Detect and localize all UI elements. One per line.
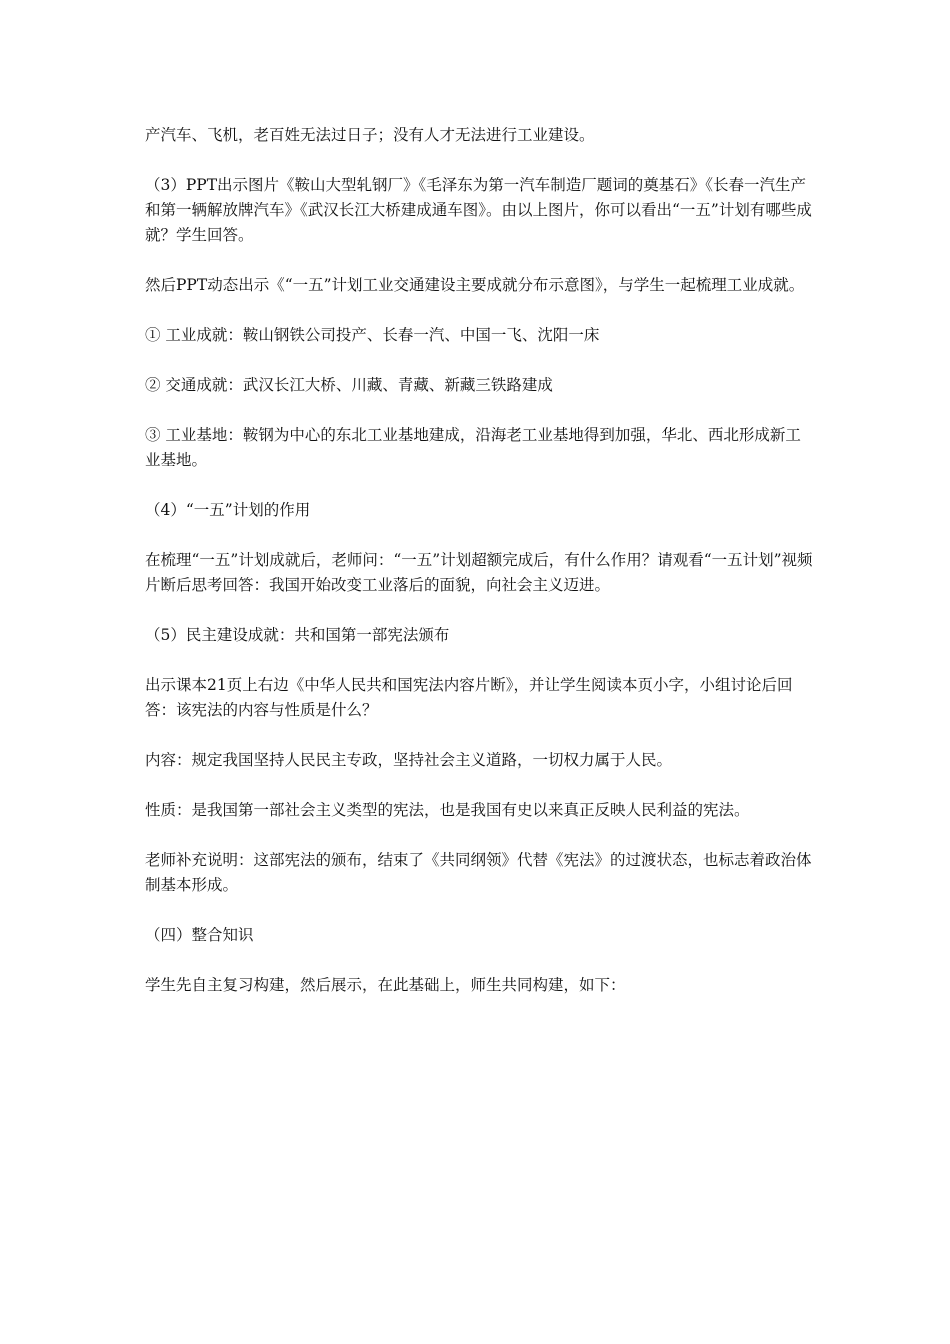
paragraph-intro-continuation: 产汽车、飞机，老百姓无法过日子；没有人才无法进行工业建设。	[145, 126, 595, 144]
paragraph-integrate: 学生先自主复习构建，然后展示，在此基础上，师生共同构建，如下：	[145, 976, 626, 994]
section-heading-plan-effect: （4）“一五”计划的作用	[145, 501, 311, 519]
document-body	[145, 123, 815, 998]
paragraph-plan-effect: 在梳理“一五”计划成就后，老师问：“一五”计划超额完成后，有什么作用？请观看“一五计划”视频片断后思考回答：我国开始改变工业落后的面貌，向社会主义迈进。	[145, 551, 813, 594]
paragraph-constitution-discussion: 出示课本21页上右边《中华人民共和国宪法内容片断》，并让学生阅读本页小字，小组讨论后回答：该宪法的内容与性质是什么？	[145, 676, 793, 719]
paragraph-teacher-note: 老师补充说明：这部宪法的颁布，结束了《共同纲领》代替《宪法》的过渡状态，也标志着政治体制基本形成。	[145, 851, 812, 894]
section-heading-constitution: （5）民主建设成就：共和国第一部宪法颁布	[145, 626, 450, 644]
section-heading-integrate: （四）整合知识	[145, 926, 254, 944]
list-item-industry: ① 工业成就：鞍山钢铁公司投产、长春一汽、中国一飞、沈阳一床	[145, 326, 600, 344]
paragraph-ppt-images: （3）PPT出示图片《鞍山大型轧钢厂》《毛泽东为第一汽车制造厂题词的奠基石》《长春一汽生产和第一辆解放牌汽车》《武汉长江大桥建成通车图》。由以上图片，你可以看出“一五”计划有哪些成就？学生回答。	[145, 176, 812, 244]
list-item-transport: ② 交通成就：武汉长江大桥、川藏、青藏、新藏三铁路建成	[145, 376, 553, 394]
paragraph-ppt-map: 然后PPT动态出示《“一五”计划工业交通建设主要成就分布示意图》，与学生一起梳理工业成就。	[145, 276, 805, 294]
paragraph-constitution-nature: 性质：是我国第一部社会主义类型的宪法，也是我国有史以来真正反映人民利益的宪法。	[145, 801, 750, 819]
list-item-industrial-base: ③ 工业基地：鞍钢为中心的东北工业基地建成，沿海老工业基地得到加强，华北、西北形成新工业基地。	[145, 426, 801, 469]
paragraph-constitution-content: 内容：规定我国坚持人民民主专政，坚持社会主义道路，一切权力属于人民。	[145, 751, 673, 769]
